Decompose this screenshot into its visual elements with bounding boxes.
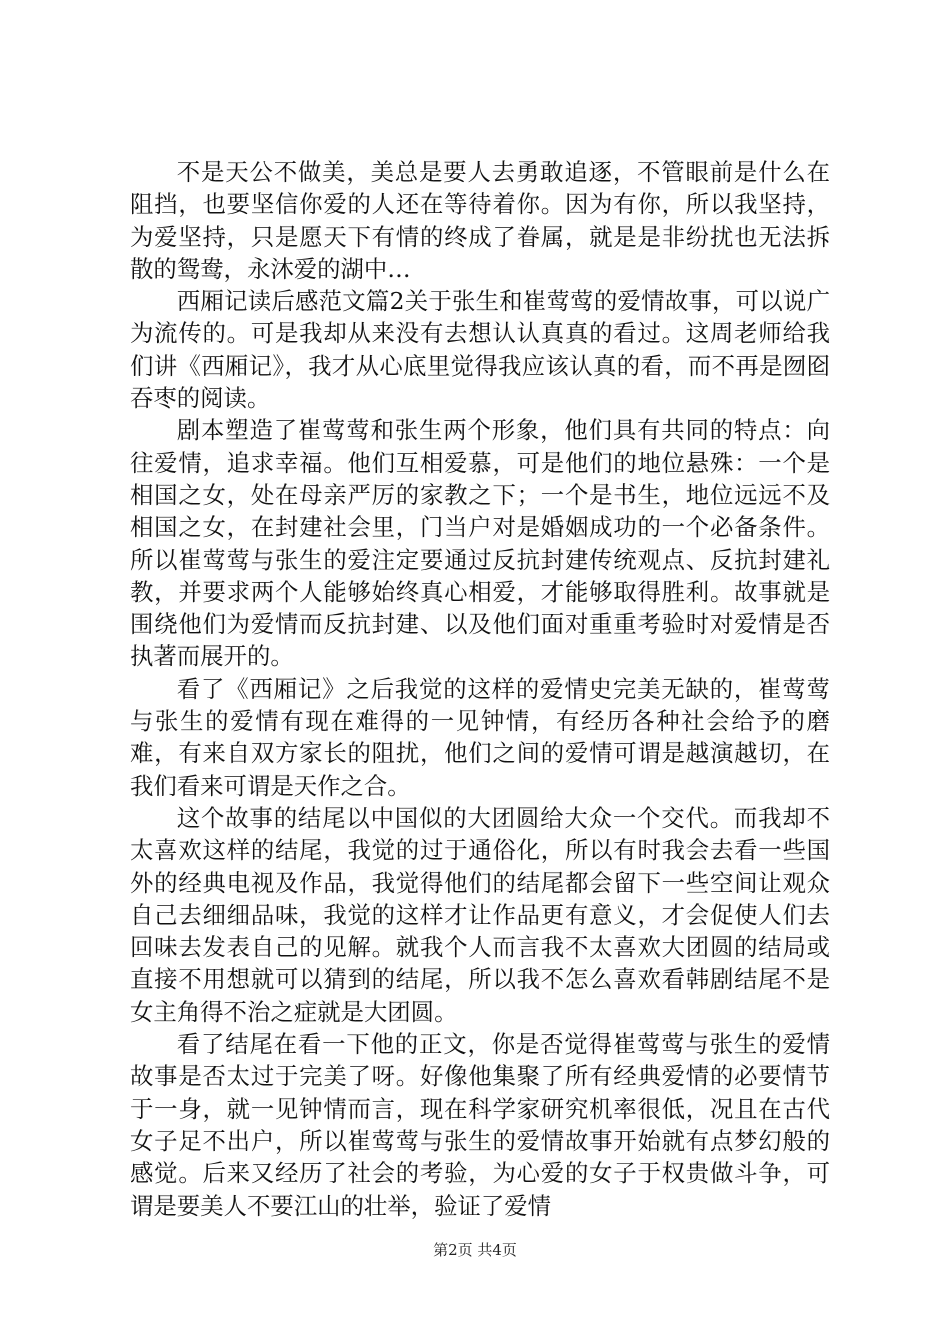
paragraph-5: 这个故事的结尾以中国似的大团圆给大众一个交代。而我却不太喜欢这样的结尾，我觉的过于通俗化，所以有时我会去看一些国外的经典电视及作品，我觉得他们的结尾都会留下一些空间让观众自己去细细品味，我觉的这样才让作品更有意义，才会促使人们去回味去发表自己的见解。就我个人而言我不太喜欢大团圆的结局或直接不用想就可以猜到的结尾，所以我不怎么喜欢看韩剧结尾不是女主角得不治之症就是大团圆。	[130, 803, 830, 1026]
paragraph-4: 看了《西厢记》之后我觉的这样的爱情史完美无缺的，崔莺莺与张生的爱情有现在难得的一见钟情，有经历各种社会给予的磨难，有来自双方家长的阻扰，他们之间的爱情可谓是越演越切，在我们看来可谓是天作之合。	[130, 674, 830, 800]
page-number-label: 第2页 共4页	[433, 1241, 517, 1259]
document-body	[130, 156, 830, 1222]
paragraph-6: 看了结尾在看一下他的正文，你是否觉得崔莺莺与张生的爱情故事是否太过于完美了呀。好像他集聚了所有经典爱情的必要情节于一身，就一见钟情而言，现在科学家研究机率很低，况且在古代女子足不出户，所以崔莺莺与张生的爱情故事开始就有点梦幻般的感觉。后来又经历了社会的考验，为心爱的女子于权贵做斗争，可谓是要美人不要江山的壮举，验证了爱情	[130, 1030, 830, 1220]
paragraph-3: 剧本塑造了崔莺莺和张生两个形象，他们具有共同的特点：向往爱情，追求幸福。他们互相爱慕，可是他们的地位悬殊：一个是相国之女，处在母亲严厉的家教之下；一个是书生，地位远远不及相国之女，在封建社会里，门当户对是婚姻成功的一个必备条件。所以崔莺莺与张生的爱注定要通过反抗封建传统观点、反抗封建礼教，并要求两个人能够始终真心相爱，才能够取得胜利。故事就是围绕他们为爱情而反抗封建、以及他们面对重重考验时对爱情是否执著而展开的。	[130, 416, 830, 671]
paragraph-2: 西厢记读后感范文篇2关于张生和崔莺莺的爱情故事，可以说广为流传的。可是我却从来没有去想认认真真的看过。这周老师给我们讲《西厢记》，我才从心底里觉得我应该认真的看，而不再是囫囵吞枣的阅读。	[130, 287, 830, 413]
paragraph-1: 不是天公不做美，美总是要人去勇敢追逐，不管眼前是什么在阻挡，也要坚信你爱的人还在等待着你。因为有你，所以我坚持，为爱坚持，只是愿天下有情的终成了眷属，就是是非纷扰也无法拆散的鸳鸯，永沐爱的湖中…	[130, 158, 830, 283]
page-footer	[0, 1240, 950, 1260]
